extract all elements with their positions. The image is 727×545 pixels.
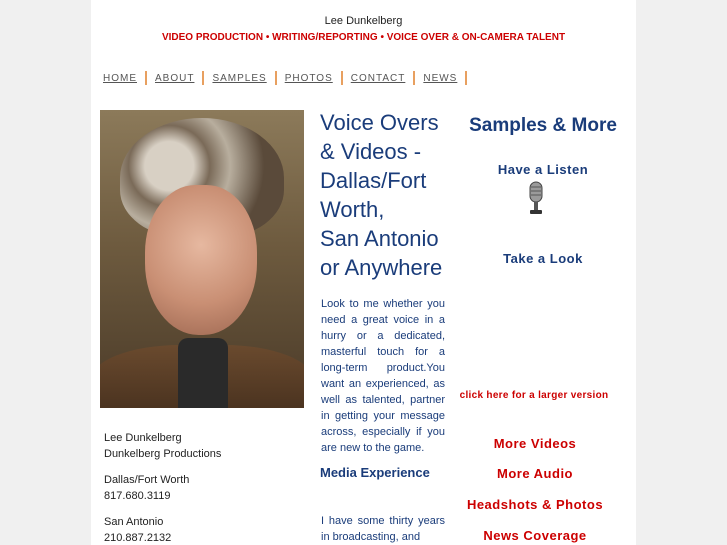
more-audio-link[interactable]: More Audio: [496, 466, 573, 481]
contact-company: Dunkelberg Productions: [104, 448, 222, 460]
photo-shirt: [178, 338, 228, 408]
contact-phone-sa: 210.887.2132: [104, 532, 172, 544]
page: [91, 0, 636, 545]
site-name: Lee Dunkelberg: [324, 15, 403, 27]
contact-city-sa: San Antonio: [104, 516, 164, 528]
nav-contact[interactable]: CONTACT: [350, 72, 406, 84]
larger-version-link[interactable]: click here for a larger version: [459, 390, 609, 401]
title-line: San Antonio: [320, 226, 439, 251]
media-experience-heading: Media Experience: [320, 465, 430, 480]
nav-home[interactable]: HOME: [103, 72, 137, 84]
title-line: Dallas/Fort: [320, 168, 427, 193]
photo-face: [145, 185, 257, 335]
intro-paragraph: Look to me whether you need a great voice in a hurry or a dedicated, masterful touch for a long-term product.You want an experienced, as well as talented, partner in getting your message across, especially if you are new to the game.: [321, 298, 445, 454]
take-a-look-heading: Take a Look: [503, 251, 583, 266]
page-title: [320, 108, 450, 282]
nav-separator: [341, 71, 343, 85]
nav-separator: [202, 71, 204, 85]
nav-separator: [413, 71, 415, 85]
contact-phone-dfw: 817.680.3119: [104, 490, 171, 502]
microphone-icon[interactable]: [526, 181, 546, 217]
site-tagline: VIDEO PRODUCTION • WRITING/REPORTING • VOICE OVER & ON-CAMERA TALENT: [161, 32, 566, 43]
nav-about[interactable]: ABOUT: [155, 72, 195, 84]
more-videos-link[interactable]: More Videos: [493, 436, 577, 451]
experience-paragraph: I have some thirty years in broadcasting, and: [321, 515, 445, 543]
title-line: or Anywhere: [320, 255, 443, 280]
title-line: & Videos -: [320, 139, 422, 164]
nav-separator: [275, 71, 277, 85]
headshots-photos-link[interactable]: Headshots & Photos: [466, 497, 604, 512]
contact-city-dfw: Dallas/Fort Worth: [104, 474, 190, 486]
headshot-photo: [100, 110, 304, 408]
contact-name: Lee Dunkelberg: [104, 432, 182, 444]
have-a-listen-heading: Have a Listen: [497, 162, 589, 177]
nav-samples[interactable]: SAMPLES: [212, 72, 267, 84]
news-coverage-link[interactable]: News Coverage: [483, 528, 587, 543]
nav-news[interactable]: NEWS: [423, 72, 458, 84]
nav-separator: [145, 71, 147, 85]
samples-heading: Samples & More: [469, 115, 617, 136]
main-nav: [103, 71, 475, 85]
title-line: Voice Overs: [320, 110, 439, 135]
title-line: Worth,: [320, 197, 385, 222]
nav-photos[interactable]: PHOTOS: [284, 72, 333, 84]
nav-separator: [465, 71, 467, 85]
